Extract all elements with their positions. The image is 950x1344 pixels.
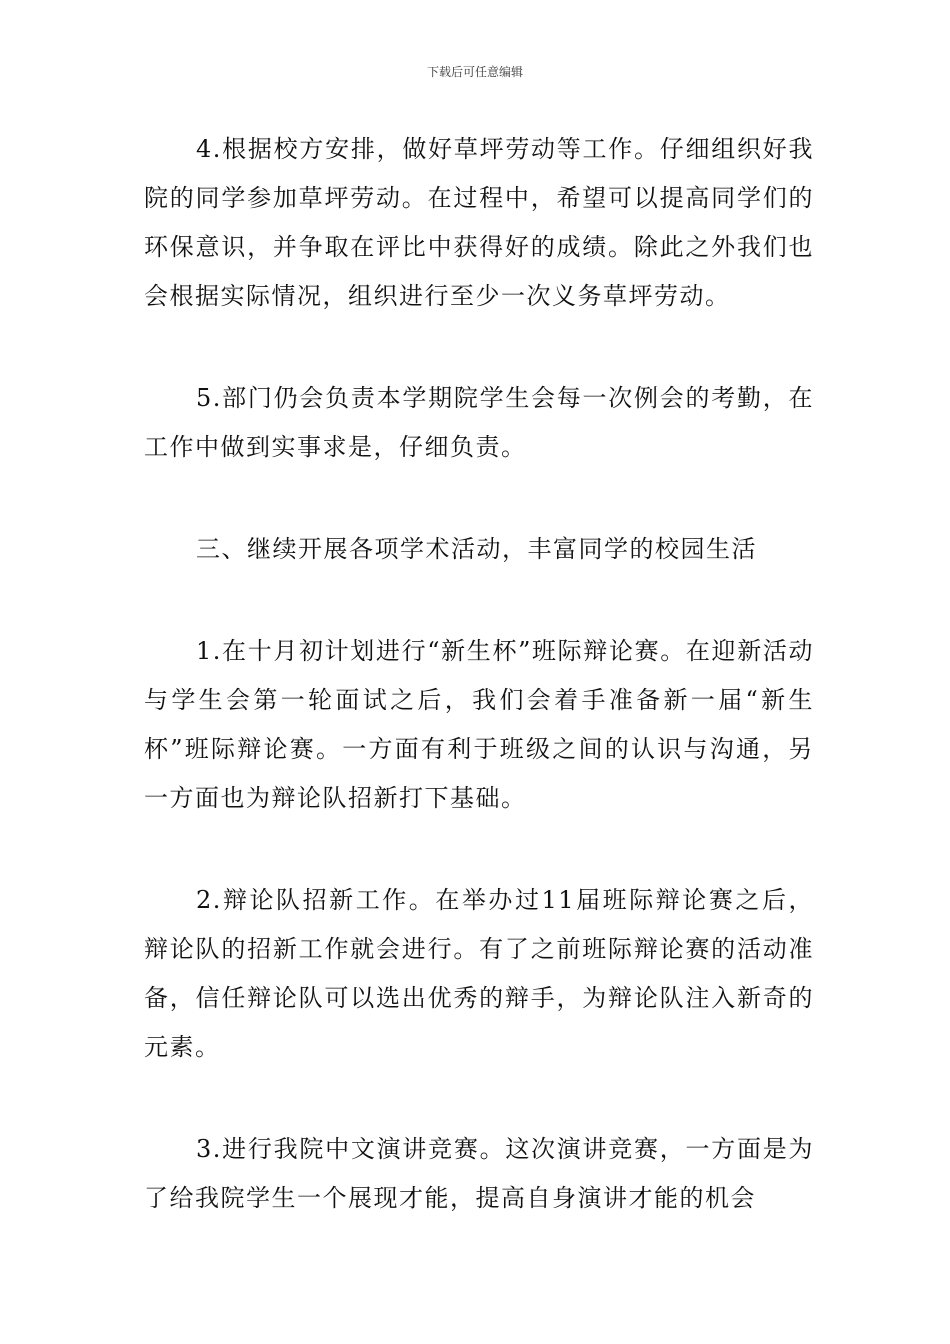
page-header-note: 下载后可任意编辑 <box>426 65 523 79</box>
paragraph-item-3: 3.进行我院中文演讲竞赛。这次演讲竞赛，一方面是为了给我院学生一个展现才能，提高自身演讲才能的机会 <box>144 1135 814 1212</box>
paragraph-item-1: 1.在十月初计划进行“新生杯”班际辩论赛。在迎新活动与学生会第一轮面试之后，我们会着手准备新一届“新生杯”班际辩论赛。一方面有利于班级之间的认识与沟通，另一方面也为辩论队招新打下基础。 <box>144 637 814 812</box>
paragraph-item-5: 5.部门仍会负责本学期院学生会每一次例会的考勤，在工作中做到实事求是，仔细负责。 <box>144 384 814 461</box>
paragraph-item-2: 2.辩论队招新工作。在举办过11届班际辩论赛之后，辩论队的招新工作就会进行。有了之前班际辩论赛的活动准备，信任辩论队可以选出优秀的辩手，为辩论队注入新奇的元素。 <box>144 886 814 1061</box>
section-heading-3: 三、继续开展各项学术活动，丰富同学的校园生活 <box>196 535 757 563</box>
paragraph-item-4: 4.根据校方安排，做好草坪劳动等工作。仔细组织好我院的同学参加草坪劳动。在过程中，希望可以提高同学们的环保意识，并争取在评比中获得好的成绩。除此之外我们也会根据实际情况，组织进行至少一次义务草坪劳动。 <box>144 135 814 310</box>
document-body <box>144 125 814 1223</box>
